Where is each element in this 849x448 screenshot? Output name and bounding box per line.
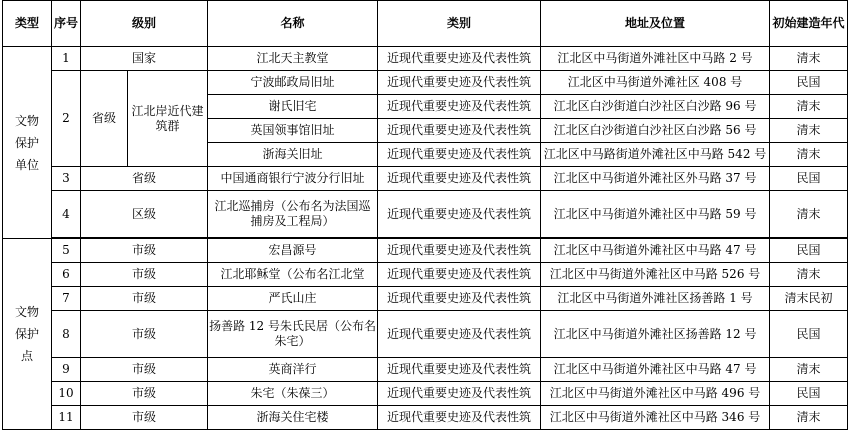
row-address: 江北区中马街道外滩社区中马路 496 号 bbox=[541, 382, 770, 406]
row-era: 清末 bbox=[770, 143, 848, 167]
row-address: 江北区中马街道外滩社区中马路 526 号 bbox=[541, 263, 770, 287]
row-address: 江北区中马街道外滩社区中马路 47 号 bbox=[541, 358, 770, 382]
row-seq: 9 bbox=[52, 358, 81, 382]
table-row bbox=[3, 406, 848, 430]
table-row bbox=[3, 239, 848, 263]
row-name: 扬善路 12 号朱氏民居（公布名朱宅） bbox=[208, 311, 378, 358]
row-category: 近现代重要史迹及代表性筑 bbox=[378, 47, 541, 71]
heritage-table bbox=[2, 0, 848, 430]
row-era: 清末 bbox=[770, 119, 848, 143]
row-name: 严氏山庄 bbox=[208, 287, 378, 311]
header-category: 类别 bbox=[378, 1, 541, 47]
header-name: 名称 bbox=[208, 1, 378, 47]
row-level: 市级 bbox=[81, 263, 208, 287]
row-category: 近现代重要史迹及代表性筑 bbox=[378, 239, 541, 263]
row-address: 江北区中马街道外滩社区中马路 59 号 bbox=[541, 191, 770, 238]
row-category: 近现代重要史迹及代表性筑 bbox=[378, 119, 541, 143]
row-name: 谢氏旧宅 bbox=[208, 95, 378, 119]
row-address: 江北区中马街道外滩社区扬善路 1 号 bbox=[541, 287, 770, 311]
row-seq: 6 bbox=[52, 263, 81, 287]
row-level: 市级 bbox=[81, 382, 208, 406]
header-seq: 序号 bbox=[52, 1, 81, 47]
header-address: 地址及位置 bbox=[541, 1, 770, 47]
row-era: 清末 bbox=[770, 47, 848, 71]
row-name: 宁波邮政局旧址 bbox=[208, 71, 378, 95]
group-name: 江北岸近代建筑群 bbox=[128, 71, 208, 167]
row-name: 浙海关旧址 bbox=[208, 143, 378, 167]
row-category: 近现代重要史迹及代表性筑 bbox=[378, 263, 541, 287]
row-level: 省级 bbox=[81, 167, 208, 191]
row-era: 清末 bbox=[770, 406, 848, 430]
row-name: 江北巡捕房（公布名为法国巡捕房及工程局） bbox=[208, 191, 378, 238]
row-address: 江北区中马街道外滩社区 408 号 bbox=[541, 71, 770, 95]
row-category: 近现代重要史迹及代表性筑 bbox=[378, 382, 541, 406]
row-category: 近现代重要史迹及代表性筑 bbox=[378, 191, 541, 238]
row-level: 区级 bbox=[81, 191, 208, 238]
row-category: 近现代重要史迹及代表性筑 bbox=[378, 358, 541, 382]
row-seq: 11 bbox=[52, 406, 81, 430]
row-era: 民国 bbox=[770, 71, 848, 95]
table-row bbox=[3, 191, 848, 238]
row-address: 江北区白沙街道白沙社区白沙路 56 号 bbox=[541, 119, 770, 143]
row-seq: 4 bbox=[52, 191, 81, 238]
row-era: 清末 bbox=[770, 358, 848, 382]
row-era: 民国 bbox=[770, 382, 848, 406]
section-protected-unit: 文物保护单位 bbox=[3, 47, 52, 239]
row-category: 近现代重要史迹及代表性筑 bbox=[378, 406, 541, 430]
row-level: 市级 bbox=[81, 358, 208, 382]
row-name: 中国通商银行宁波分行旧址 bbox=[208, 167, 378, 191]
row-address: 江北区中马路街道外滩社区中马路 542 号 bbox=[541, 143, 770, 167]
row-name: 宏昌源号 bbox=[208, 239, 378, 263]
row-era: 民国 bbox=[770, 167, 848, 191]
row-category: 近现代重要史迹及代表性筑 bbox=[378, 167, 541, 191]
section-protected-point: 文物保护点 bbox=[3, 239, 52, 430]
table-row bbox=[3, 47, 848, 71]
table-row bbox=[3, 263, 848, 287]
group-seq: 2 bbox=[52, 71, 81, 167]
row-era: 民国 bbox=[770, 311, 848, 358]
row-level: 市级 bbox=[81, 287, 208, 311]
row-name: 浙海关住宅楼 bbox=[208, 406, 378, 430]
row-name: 朱宅（朱葆三） bbox=[208, 382, 378, 406]
row-category: 近现代重要史迹及代表性筑 bbox=[378, 143, 541, 167]
row-address: 江北区中马街道外滩社区中马路 346 号 bbox=[541, 406, 770, 430]
table-row bbox=[3, 71, 848, 95]
row-category: 近现代重要史迹及代表性筑 bbox=[378, 311, 541, 358]
row-category: 近现代重要史迹及代表性筑 bbox=[378, 287, 541, 311]
row-name: 江北天主教堂 bbox=[208, 47, 378, 71]
row-seq: 5 bbox=[52, 239, 81, 263]
row-address: 江北区白沙街道白沙社区白沙路 96 号 bbox=[541, 95, 770, 119]
table-row bbox=[3, 167, 848, 191]
table-row bbox=[3, 382, 848, 406]
table-row bbox=[3, 358, 848, 382]
row-seq: 3 bbox=[52, 167, 81, 191]
row-era: 清末 bbox=[770, 191, 848, 238]
row-name: 江北耶稣堂（公布名江北堂 bbox=[208, 263, 378, 287]
row-era: 清末 bbox=[770, 95, 848, 119]
row-address: 江北区中马街道外滩社区外马路 37 号 bbox=[541, 167, 770, 191]
row-era: 清末民初 bbox=[770, 287, 848, 311]
row-seq: 1 bbox=[52, 47, 81, 71]
row-category: 近现代重要史迹及代表性筑 bbox=[378, 95, 541, 119]
table-row bbox=[3, 311, 848, 358]
row-seq: 8 bbox=[52, 311, 81, 358]
row-level: 国家 bbox=[81, 47, 208, 71]
header-type: 类型 bbox=[3, 1, 52, 47]
row-era: 民国 bbox=[770, 239, 848, 263]
row-address: 江北区中马街道外滩社区中马路 2 号 bbox=[541, 47, 770, 71]
row-level: 市级 bbox=[81, 406, 208, 430]
row-level: 市级 bbox=[81, 311, 208, 358]
group-level: 省级 bbox=[81, 71, 128, 167]
row-name: 英商洋行 bbox=[208, 358, 378, 382]
table-row bbox=[3, 287, 848, 311]
row-seq: 7 bbox=[52, 287, 81, 311]
header-row bbox=[3, 1, 848, 47]
row-seq: 10 bbox=[52, 382, 81, 406]
row-address: 江北区中马街道外滩社区扬善路 12 号 bbox=[541, 311, 770, 358]
row-category: 近现代重要史迹及代表性筑 bbox=[378, 71, 541, 95]
row-era: 清末 bbox=[770, 263, 848, 287]
header-level: 级别 bbox=[81, 1, 208, 47]
row-address: 江北区中马街道外滩社区中马路 47 号 bbox=[541, 239, 770, 263]
header-era: 初始建造年代 bbox=[770, 1, 848, 47]
row-name: 英国领事馆旧址 bbox=[208, 119, 378, 143]
row-level: 市级 bbox=[81, 239, 208, 263]
